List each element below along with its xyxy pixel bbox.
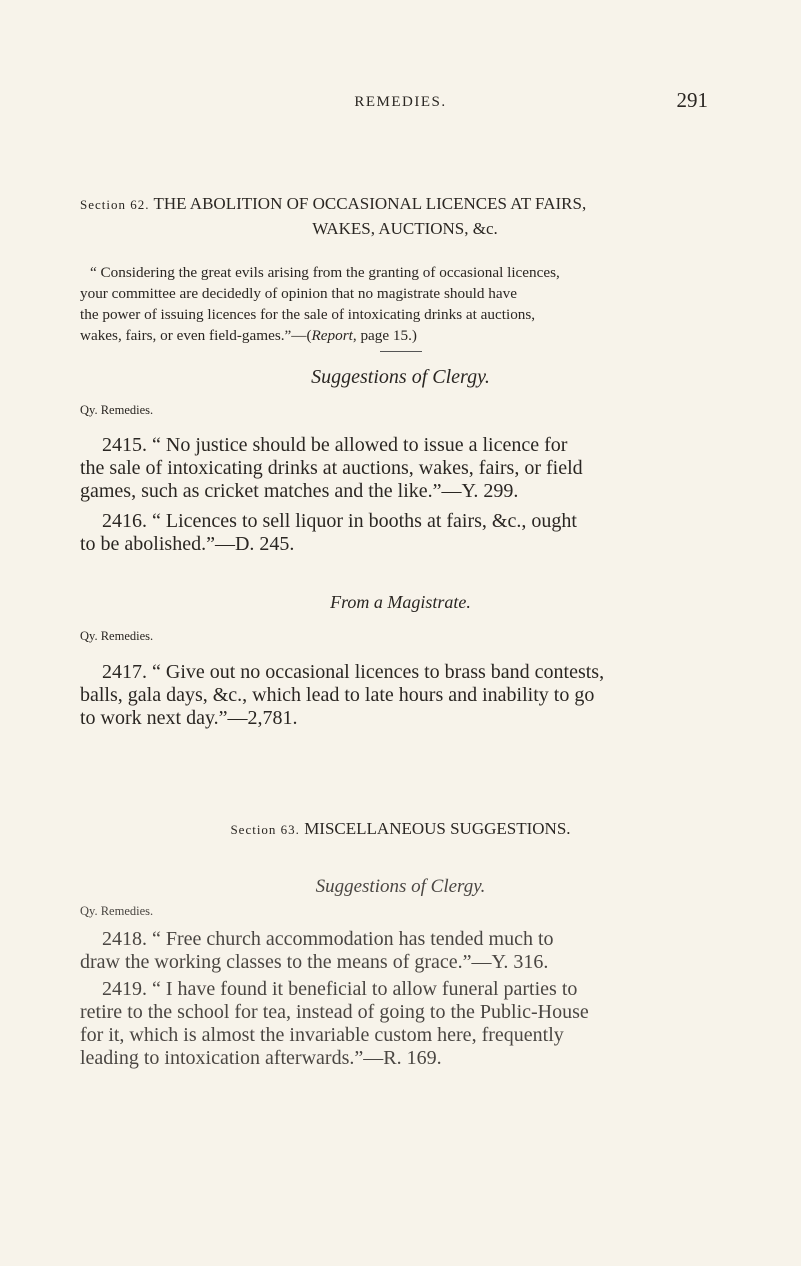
section-63-heading [80, 817, 721, 842]
quote-line: your committee are decidedly of opinion that no magistrate should have [80, 285, 517, 302]
query-reference: Qy. Remedies. [80, 904, 154, 918]
section-62-title-line2: WAKES, AUCTIONS, &c. [312, 219, 498, 238]
section-63-label: Section 63. [230, 822, 300, 837]
section-62-label: Section 62. [80, 197, 150, 212]
quote-page-ref: , page 15.) [352, 327, 417, 344]
quote-line [80, 325, 730, 346]
item-2417-line1: 2417. “ Give out no occasional licences to brass band contests, [102, 661, 605, 683]
item-2417 [80, 661, 730, 730]
item-2416-line1: 2416. “ Licences to sell liquor in booths at fairs, &c., ought [102, 510, 577, 532]
item-2419-line3: for it, which is almost the invariable custom here, frequently [80, 1024, 564, 1046]
item-2419 [80, 978, 730, 1070]
item-2415-line1: 2415. “ No justice should be allowed to issue a licence for [102, 434, 568, 456]
quote-line: “ Considering the great evils arising from the granting of occasional licences, [90, 264, 560, 281]
divider-rule [380, 351, 422, 352]
running-head-title: REMEDIES. [354, 94, 447, 110]
subhead-suggestions-of-clergy: Suggestions of Clergy. [311, 366, 490, 388]
item-2415-line2: the sale of intoxicating drinks at auctions, wakes, fairs, or field [80, 457, 583, 479]
section-63-title: MISCELLANEOUS SUGGESTIONS. [304, 819, 571, 838]
report-quote [80, 262, 730, 346]
item-2419-line1: 2419. “ I have found it beneficial to allow funeral parties to [102, 978, 578, 1000]
section-62-heading [80, 192, 730, 241]
item-2418 [80, 928, 730, 974]
item-2416 [80, 510, 730, 556]
item-2418-line2: draw the working classes to the means of grace.”—Y. 316. [80, 951, 549, 973]
item-2418-line1: 2418. “ Free church accommodation has tended much to [102, 928, 554, 950]
item-2416-line2: to be abolished.”—D. 245. [80, 533, 295, 555]
subhead-from-a-magistrate: From a Magistrate. [330, 592, 471, 612]
query-reference: Qy. Remedies. [80, 403, 154, 417]
item-2415 [80, 434, 730, 503]
item-2417-line2: balls, gala days, &c., which lead to late hours and inability to go [80, 684, 595, 706]
running-head [0, 88, 801, 118]
subhead-suggestions-of-clergy: Suggestions of Clergy. [315, 876, 486, 897]
report-citation: Report [311, 327, 353, 344]
item-2415-line3: games, such as cricket matches and the like.”—Y. 299. [80, 480, 519, 502]
item-2419-line4: leading to intoxication afterwards.”—R. 169. [80, 1047, 442, 1069]
item-2417-line3: to work next day.”—2,781. [80, 707, 298, 729]
quote-text: wakes, fairs, or even field-games.”—( [80, 327, 312, 344]
section-62-title-line1: THE ABOLITION OF OCCASIONAL LICENCES AT FAIRS, [153, 194, 587, 213]
quote-line: the power of issuing licences for the sale of intoxicating drinks at auctions, [80, 306, 536, 323]
query-reference: Qy. Remedies. [80, 629, 154, 643]
page-number: 291 [676, 88, 708, 112]
item-2419-line2: retire to the school for tea, instead of going to the Public-House [80, 1001, 589, 1023]
